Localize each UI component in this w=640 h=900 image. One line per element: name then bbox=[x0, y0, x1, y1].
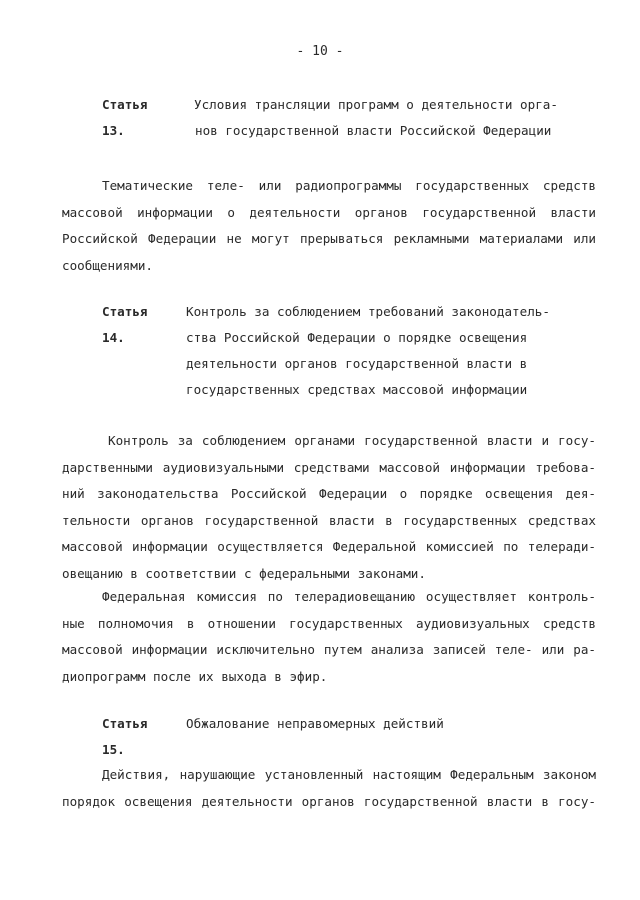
article-14-title-line: деятельности органов государственной власти в bbox=[186, 356, 528, 371]
text-line: Тематические теле- или радиопрограммы государственных средств bbox=[102, 178, 596, 193]
article-13-title-line: Условия трансляции программ о деятельности орга- bbox=[194, 97, 558, 112]
text-line: Федеральная комиссия по телерадиовещанию осуществляет контроль- bbox=[102, 589, 596, 604]
text-line: массовой информации о деятельности органов государственной власти bbox=[62, 204, 596, 220]
article-15-title bbox=[186, 711, 444, 737]
article-14-body-2 bbox=[62, 584, 596, 690]
article-14-title-line: Контроль за соблюдением требований законодатель- bbox=[186, 304, 550, 319]
article-14-title-line: государственных средствах массовой информации bbox=[186, 382, 528, 397]
text-line: ные полномочия в отношении государственных аудиовизуальных средств bbox=[62, 615, 596, 631]
article-14-label: Статья 14. bbox=[102, 304, 148, 345]
article-14-title bbox=[186, 299, 550, 403]
article-15-body bbox=[62, 762, 596, 815]
article-13-label: Статья 13. bbox=[102, 97, 148, 138]
text-line: ний законодательства Российской Федерации о порядке освещения дея- bbox=[62, 486, 596, 501]
article-13-title bbox=[194, 92, 558, 144]
text-line: Действия, нарушающие установленный настоящим Федеральным законом bbox=[102, 767, 596, 782]
article-13-body bbox=[62, 173, 596, 279]
article-15-title-line: Обжалование неправомерных действий bbox=[186, 716, 444, 731]
text-line: диопрограмм после их выхода в эфир. bbox=[62, 668, 328, 684]
article-15-label: Статья 15. bbox=[102, 716, 148, 757]
text-line: овещанию в соответствии с федеральными законами. bbox=[62, 565, 426, 581]
text-line: сообщениями. bbox=[62, 257, 153, 273]
text-line: дарственными аудиовизуальными средствами массовой информации требова- bbox=[62, 459, 596, 475]
article-14-body-1 bbox=[62, 428, 596, 587]
text-line: Российской Федерации не могут прерываться рекламными материалами или bbox=[62, 231, 596, 246]
text-line: Контроль за соблюдением органами государственной власти и госу- bbox=[108, 433, 596, 448]
page-number: - 10 - bbox=[296, 44, 344, 59]
article-14-title-line: ства Российской Федерации о порядке освещения bbox=[186, 330, 528, 345]
text-line: массовой информации осуществляется Федеральной комиссией по телеради- bbox=[62, 539, 596, 554]
article-13-title-line: нов государственной власти Российской Федерации bbox=[195, 123, 552, 138]
text-line: массовой информации исключительно путем анализа записей теле- или ра- bbox=[62, 642, 596, 657]
text-line: тельности органов государственной власти в государственных средствах bbox=[62, 512, 596, 528]
text-line: порядок освещения деятельности органов государственной власти в госу- bbox=[62, 793, 596, 809]
